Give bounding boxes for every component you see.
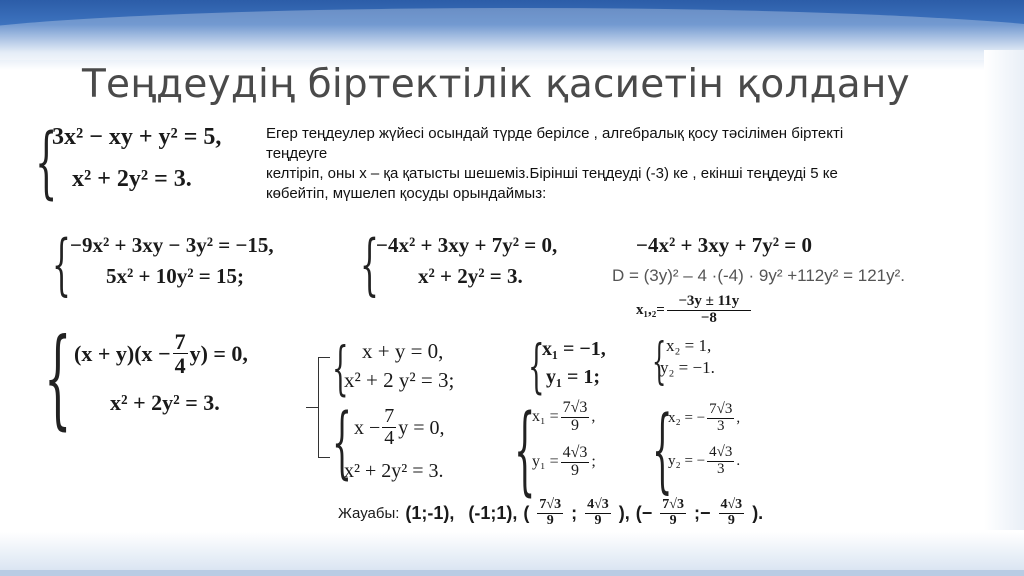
solution-3-y <box>532 445 596 480</box>
solution-3-x-lhs: x₁ = <box>532 408 559 426</box>
roots-lhs: x₁,₂= <box>636 301 665 318</box>
homogeneous-equation: −4x² + 3xy + 7y² = 0 <box>636 233 812 257</box>
brace-icon: { <box>44 316 72 441</box>
brace-icon: { <box>514 394 536 506</box>
paragraph-line: көбейтіп, мүшелеп қосуды орындаймыз: <box>266 185 547 202</box>
explanation-paragraph <box>266 124 1006 204</box>
fraction-numerator: 7 <box>174 329 186 354</box>
answer-separator: ; <box>571 502 578 523</box>
brace-icon: { <box>35 118 58 208</box>
step-a-eq-1: −9x² + 3xy − 3y² = −15, <box>70 233 274 257</box>
paragraph-line: теңдеуге <box>266 145 328 162</box>
sub-2-eq-1-right: y = 0, <box>398 416 445 439</box>
fraction-denominator: 9 <box>546 512 554 528</box>
brace-icon: { <box>652 396 673 503</box>
footer-line <box>0 570 1024 576</box>
solution-2-y: y₂ = −1. <box>660 358 715 377</box>
split-bracket-top <box>318 357 330 358</box>
fraction-numerator: 7 <box>384 405 395 427</box>
intro-eq-1: 3x² − xy + y² = 5, <box>52 124 222 150</box>
roots-formula <box>636 294 753 327</box>
fraction-numerator: 4√3 <box>562 444 588 461</box>
roots-fraction <box>667 294 751 327</box>
brace-icon: { <box>332 398 352 488</box>
brace-icon: { <box>332 334 349 402</box>
slide-title: Теңдеудің біртектілік қасиетін қолдану <box>82 62 910 107</box>
brace-icon: { <box>528 332 545 400</box>
factored-eq-1-right: y) = 0, <box>189 340 248 366</box>
fraction <box>585 498 611 528</box>
solution-4-x <box>668 402 740 435</box>
answer-line <box>338 498 763 528</box>
answer-pair-2: (-1;1), <box>468 502 518 523</box>
solution-4-y-lhs: y₂ = − <box>668 452 706 469</box>
answer-separator: ;− <box>693 502 711 523</box>
fraction <box>719 498 745 528</box>
brace-icon: { <box>52 226 71 303</box>
solution-4-x-tail: , <box>736 409 741 426</box>
fraction-numerator: 4√3 <box>720 497 743 512</box>
fraction <box>561 445 590 480</box>
sub-2-eq-1-left: x − <box>354 416 381 439</box>
fraction-denominator: 4 <box>174 353 186 379</box>
answer-pair-1: (1;-1), <box>405 502 455 523</box>
paragraph-line: келтіріп, оны х – қа қатысты шешеміз.Бірінші теңдеуді (-3) ке , екінші теңдеуді 5 ке <box>266 165 838 182</box>
sub-2-eq-1 <box>354 406 445 449</box>
fraction-denominator: 3 <box>717 460 725 477</box>
fraction-denominator: 9 <box>727 512 735 528</box>
brace-icon: { <box>360 226 379 303</box>
fraction-numerator: 7√3 <box>562 399 588 416</box>
solution-1-x: x₁ = −1, <box>542 338 606 360</box>
fraction <box>660 498 686 528</box>
sub-1-eq-2: x² + 2 y² = 3; <box>344 368 455 392</box>
fraction-numerator: 7√3 <box>709 401 733 417</box>
solution-2-x: x₂ = 1, <box>666 336 712 355</box>
factored-eq-1 <box>74 330 248 377</box>
fraction-denominator: 9 <box>571 461 579 479</box>
split-bracket <box>318 357 319 457</box>
factored-eq-2: x² + 2y² = 3. <box>110 390 220 415</box>
answer-pair-3-close: ), <box>618 502 630 523</box>
answer-pair-4-close: ). <box>752 502 764 523</box>
factored-eq-1-left: (x + y)(x − <box>74 340 171 366</box>
solution-3-y-tail: ; <box>591 453 596 471</box>
split-bracket-stem <box>306 407 318 408</box>
fraction <box>707 445 734 478</box>
step-b-eq-2: x² + 2y² = 3. <box>418 264 523 288</box>
step-a-eq-2: 5x² + 10y² = 15; <box>106 264 245 288</box>
sub-2-eq-2: x² + 2y² = 3. <box>344 460 444 482</box>
brace-icon: { <box>652 332 667 390</box>
solution-3-x-tail: , <box>591 408 596 426</box>
answer-pair-3-open: ( <box>523 502 530 523</box>
solution-4-y-tail: . <box>736 452 741 469</box>
fraction-denominator: 9 <box>669 512 677 528</box>
right-edge-shade <box>984 50 1024 530</box>
solution-3-y-lhs: y₁ = <box>532 453 559 471</box>
split-bracket-bottom <box>318 457 330 458</box>
paragraph-line: Егер теңдеулер жүйесі осындай түрде берілсе , алгебралық қосу тәсілімен біртекті <box>266 125 844 142</box>
fraction-denominator: 9 <box>571 416 579 434</box>
fraction-denominator: 3 <box>717 417 725 434</box>
solution-3-x <box>532 400 595 435</box>
roots-numerator: −3y ± 11y <box>667 294 751 311</box>
step-b-eq-1: −4x² + 3xy + 7y² = 0, <box>376 233 558 257</box>
answer-pair-4-open: (− <box>635 502 653 523</box>
fraction <box>537 498 563 528</box>
discriminant-line: D = (3y)² – 4 ·(-4) · 9y² +112y² = 121y². <box>612 266 906 285</box>
seven-fourths-fraction <box>382 406 396 449</box>
intro-eq-2: x² + 2y² = 3. <box>72 166 192 192</box>
fraction-numerator: 7√3 <box>539 497 562 512</box>
solution-4-y <box>668 445 740 478</box>
seven-fourths-fraction <box>173 330 188 377</box>
fraction-numerator: 7√3 <box>662 497 684 512</box>
answer-label: Жауабы: <box>338 504 400 522</box>
fraction <box>561 400 590 435</box>
fraction-denominator: 9 <box>594 512 602 528</box>
fraction-numerator: 4√3 <box>587 497 609 512</box>
sub-1-eq-1: x + y = 0, <box>362 339 444 363</box>
fraction <box>707 402 734 435</box>
roots-denominator: −8 <box>700 309 717 326</box>
header-highlight <box>0 0 1024 60</box>
solution-4-x-lhs: x₂ = − <box>668 409 706 426</box>
solution-1-y: y₁ = 1; <box>546 366 601 388</box>
fraction-denominator: 4 <box>384 427 395 449</box>
fraction-numerator: 4√3 <box>709 444 733 460</box>
